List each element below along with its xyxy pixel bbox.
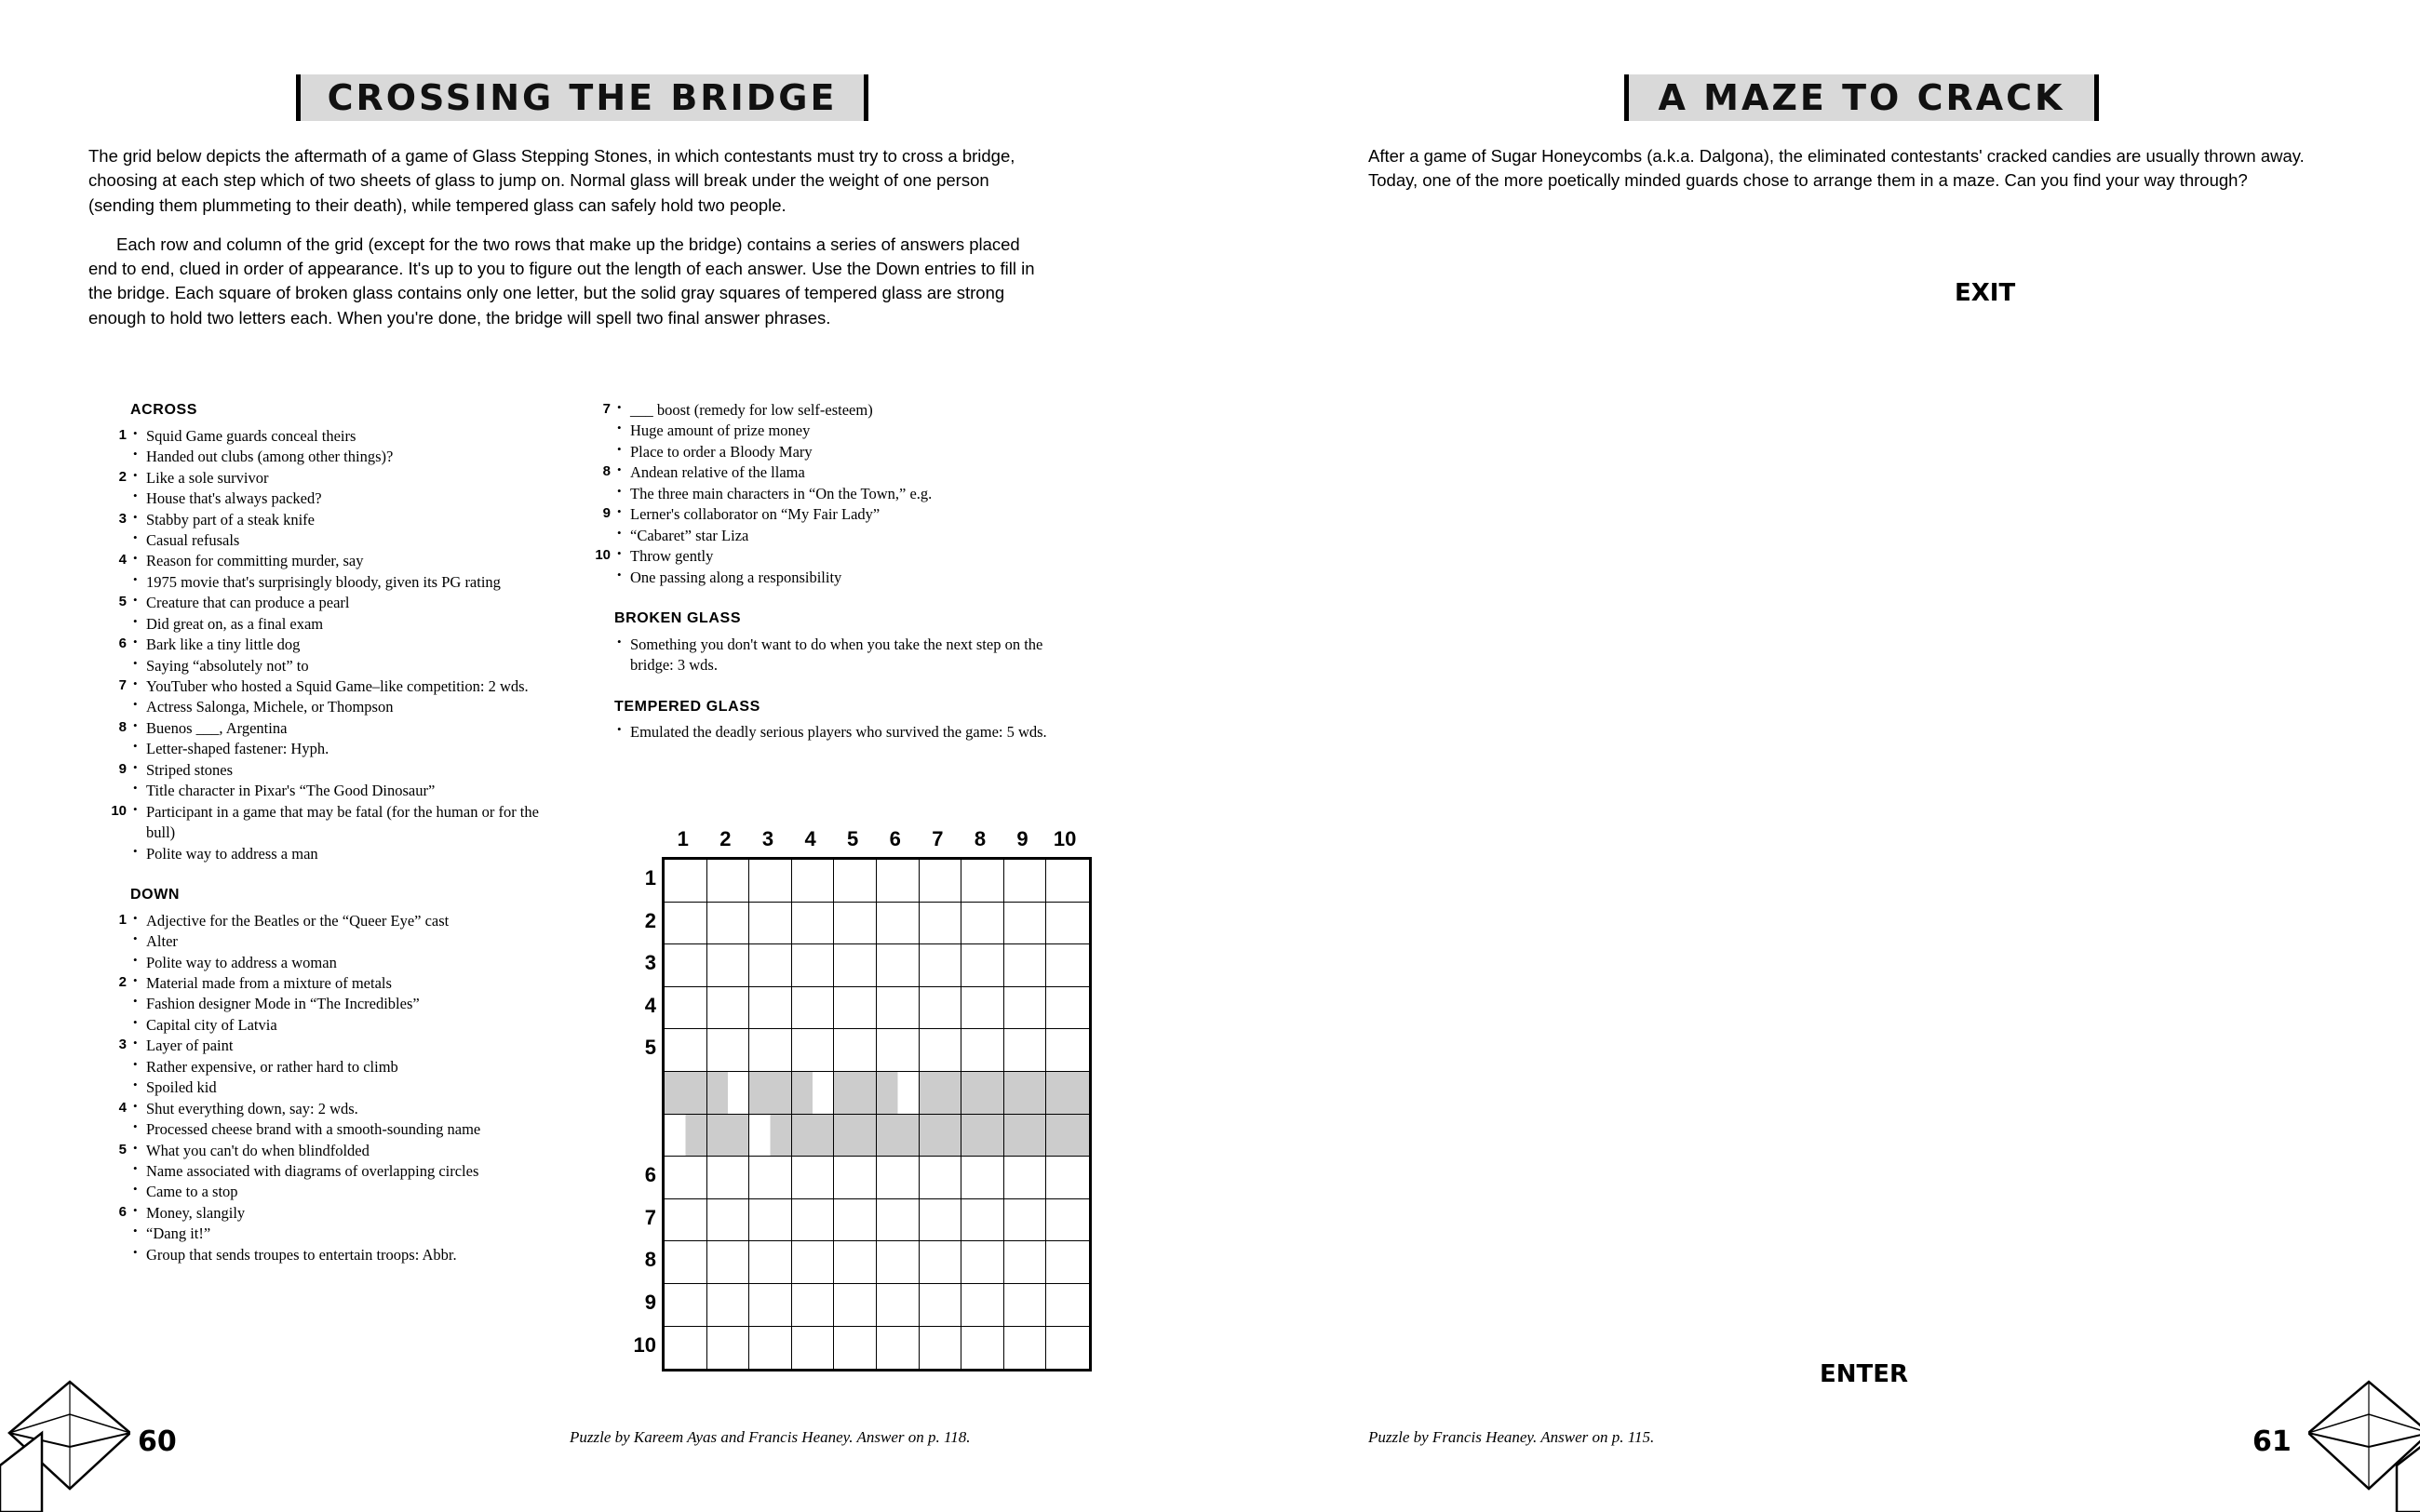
corner-origami-decoration [0,1377,130,1512]
grid-cell[interactable] [707,1115,750,1157]
grid-row-number: 7 [644,1205,656,1229]
clue-group [586,400,1052,462]
grid-row-number: 10 [633,1332,656,1357]
grid-row-number: 1 [644,866,656,890]
grid-cell[interactable] [920,987,962,1030]
clue-item: • Material made from a mixture of metals [133,973,568,994]
grid-row-number: 5 [644,1036,656,1060]
grid-cell[interactable] [665,1157,707,1199]
clue-item: • Handed out clubs (among other things)? [133,447,568,467]
clue-group [102,1203,568,1265]
clue-item: • Bark like a tiny little dog [133,635,568,655]
grid-cell[interactable] [834,1241,877,1284]
clue-group [102,760,568,802]
grid-cell[interactable] [749,860,792,903]
grid-cell[interactable] [920,1284,962,1327]
clue-item: • The three main characters in “On the Town,” e.g. [617,484,1052,504]
grid-cell[interactable] [749,987,792,1030]
clue-item: • Adjective for the Beatles or the “Queer Eye” cast [133,911,568,931]
clue-group [102,802,568,864]
grid-cell[interactable] [792,944,835,987]
clue-item: • Andean relative of the llama [617,462,1052,483]
grid-cell[interactable] [1004,1327,1047,1370]
clue-group [102,1099,568,1141]
grid-cell[interactable] [961,860,1004,903]
grid-cell[interactable] [707,1284,750,1327]
grid-cell[interactable] [1004,944,1047,987]
clue-group [586,504,1052,546]
page-title-text: CROSSING THE BRIDGE [327,77,838,118]
clue-item: • Something you don't want to do when you take the next step on the bridge: 3 wds. [617,635,1052,676]
grid-cell[interactable] [961,1327,1004,1370]
grid-cell[interactable] [749,1115,792,1157]
clue-number: 1 [118,426,127,443]
grid-cell[interactable] [1004,860,1047,903]
grid-cell[interactable] [961,1199,1004,1242]
clue-number: 7 [118,677,127,693]
clue-group [102,676,568,718]
grid-cell[interactable] [961,1029,1004,1072]
clues-column-right [586,400,1052,743]
clue-item: • Buenos ___, Argentina [133,718,568,739]
grid-cell[interactable] [920,1199,962,1242]
clue-item: • Alter [133,931,568,952]
grid-cell[interactable] [665,944,707,987]
grid-cell[interactable] [707,1199,750,1242]
grid-cell[interactable] [1046,903,1089,945]
clue-group [586,462,1052,504]
clue-item: • House that's always packed? [133,488,568,509]
clue-number: 9 [118,760,127,777]
grid-row [665,944,1089,987]
grid-row-number: 9 [644,1290,656,1314]
grid-cell[interactable] [834,860,877,903]
grid-cell[interactable] [961,903,1004,945]
clue-item: • One passing along a responsibility [617,568,1052,588]
clue-item: • “Dang it!” [133,1224,568,1244]
clue-item: • Name associated with diagrams of overlapping circles [133,1161,568,1182]
grid-cell[interactable] [665,987,707,1030]
grid-cell[interactable] [792,1199,835,1242]
clue-number: 6 [118,636,127,652]
grid-cell[interactable] [665,1072,707,1115]
grid-cell[interactable] [707,1157,750,1199]
grid-row [665,860,1089,903]
grid-cell[interactable] [877,1029,920,1072]
grid-cell[interactable] [665,1327,707,1370]
clue-number: 7 [602,401,611,417]
clue-item: • 1975 movie that's surprisingly bloody, given its PG rating [133,572,568,593]
grid-cell[interactable] [920,944,962,987]
grid-cell[interactable] [665,1284,707,1327]
page-title-text: A MAZE TO CRACK [1658,77,2065,118]
grid-cell[interactable] [834,1327,877,1370]
clue-number: 2 [118,468,127,485]
grid-cell[interactable] [877,860,920,903]
grid-cell[interactable] [1046,1327,1089,1370]
clue-item: • Reason for committing murder, say [133,551,568,571]
grid-cell[interactable] [1004,987,1047,1030]
clue-number: 2 [118,974,127,990]
grid-cell[interactable] [1046,1115,1089,1157]
grid-cell[interactable] [920,1115,962,1157]
grid-cell[interactable] [920,1327,962,1370]
intro-text-left [88,144,1047,330]
grid-cell[interactable] [749,1199,792,1242]
grid-col-number: 9 [1016,827,1028,850]
grid-row [665,1241,1089,1284]
grid-cell[interactable] [665,903,707,945]
grid-cell[interactable] [792,1029,835,1072]
grid-row [665,1199,1089,1242]
clue-number: 10 [595,547,611,564]
clue-number: 1 [118,911,127,928]
grid-row-number: 8 [644,1248,656,1272]
grid-cell[interactable] [834,987,877,1030]
grid-cell[interactable] [834,1284,877,1327]
clue-item: • Actress Salonga, Michele, or Thompson [133,697,568,717]
grid-col-number: 6 [889,827,901,850]
grid-row-number: 6 [644,1163,656,1187]
grid-cell[interactable] [665,1115,707,1157]
grid-cell[interactable] [834,944,877,987]
grid-cell[interactable] [961,1241,1004,1284]
grid-cell[interactable] [920,1029,962,1072]
clue-group [102,593,568,635]
clue-item: • Huge amount of prize money [617,421,1052,441]
clue-group [102,510,568,552]
clue-item: • Saying “absolutely not” to [133,656,568,676]
grid-row [665,1029,1089,1072]
clue-group [586,546,1052,588]
grid-cell[interactable] [961,987,1004,1030]
grid-row [665,903,1089,945]
grid-cell[interactable] [792,1157,835,1199]
clue-item: • Letter-shaped fastener: Hyph. [133,739,568,759]
grid-cell[interactable] [792,1327,835,1370]
clue-item: • Lerner's collaborator on “My Fair Lady” [617,504,1052,525]
clue-item: • Casual refusals [133,530,568,551]
clue-group [102,635,568,676]
grid-cell[interactable] [1046,1241,1089,1284]
grid-row-number: 3 [644,951,656,975]
clue-item: • Participant in a game that may be fatal (for the human or for the bull) [133,802,568,844]
clue-group [102,551,568,593]
clue-group [102,468,568,510]
clue-item: • Rather expensive, or rather hard to climb [133,1057,568,1077]
clue-number: 3 [118,1037,127,1053]
grid-cell[interactable] [877,1327,920,1370]
corner-origami-decoration [2308,1377,2420,1512]
clue-item: • Capital city of Latvia [133,1015,568,1036]
grid-column-numbers [662,827,1086,851]
clue-item: • Came to a stop [133,1182,568,1202]
grid-cell[interactable] [1046,987,1089,1030]
grid-cell[interactable] [834,1199,877,1242]
grid-cell[interactable] [749,1157,792,1199]
clue-number: 9 [602,505,611,522]
grid-cell[interactable] [834,1115,877,1157]
page-number-right: 61 [2252,1425,2292,1458]
grid-cell[interactable] [749,1029,792,1072]
crossword-grid[interactable] [662,857,1092,1372]
grid-row [665,1115,1089,1157]
grid-cell[interactable] [877,987,920,1030]
grid-row [665,1157,1089,1199]
grid-cell[interactable] [920,903,962,945]
page-number-left: 60 [138,1425,177,1458]
clue-number: 6 [118,1203,127,1220]
grid-cell[interactable] [877,1072,920,1115]
grid-cell[interactable] [961,1284,1004,1327]
grid-cell[interactable] [749,1327,792,1370]
clue-item: • Layer of paint [133,1036,568,1056]
grid-cell[interactable] [1046,860,1089,903]
grid-cell[interactable] [707,1029,750,1072]
grid-cell[interactable] [707,944,750,987]
grid-cell[interactable] [707,1072,750,1115]
grid-cell[interactable] [877,1157,920,1199]
intro-paragraph-2: Each row and column of the grid (except for the two rows that make up the bridge) contains a series of answers placed end to end, clued in order of appearance. It's up to you to figure out the length of each answer. Use the Down entries to fill in the bridge. Each square of broken glass contains only one letter, but the solid gray squares of tempered glass are strong enough to hold two letters each. When you're done, the bridge will spell two final answer phrases. [88,234,1035,328]
clue-item: • Money, slangily [133,1203,568,1224]
grid-row [665,1327,1089,1370]
grid-cell[interactable] [749,1284,792,1327]
clue-item: • Throw gently [617,546,1052,567]
clue-item: • Polite way to address a man [133,844,568,864]
grid-cell[interactable] [961,1072,1004,1115]
grid-cell[interactable] [877,903,920,945]
clue-number: 3 [118,510,127,527]
grid-col-number: 8 [974,827,987,850]
across-heading: ACROSS [130,402,198,418]
grid-cell[interactable] [834,903,877,945]
puzzle-credit-right: Puzzle by Francis Heaney. Answer on p. 115. [1368,1428,1655,1446]
grid-row-number: 2 [644,908,656,932]
clue-number: 4 [118,1099,127,1116]
clue-group [102,911,568,973]
grid-cell[interactable] [1046,1284,1089,1327]
clue-item: • Emulated the deadly serious players who survived the game: 5 wds. [617,722,1052,743]
clue-item: • Stabby part of a steak knife [133,510,568,530]
grid-cell[interactable] [1046,1029,1089,1072]
tempered-glass-clues [617,722,1052,743]
clue-item: • Shut everything down, say: 2 wds. [133,1099,568,1119]
grid-cell[interactable] [1046,1072,1089,1115]
clue-group [102,718,568,760]
maze-enter-label: ENTER [1820,1360,1909,1388]
grid-row-numbers [628,857,656,1366]
clue-number: 8 [602,463,611,480]
grid-cell[interactable] [665,860,707,903]
grid-cell[interactable] [1046,944,1089,987]
grid-col-number: 2 [719,827,732,850]
grid-cell[interactable] [834,1157,877,1199]
grid-cell[interactable] [877,1199,920,1242]
grid-cell[interactable] [1046,1199,1089,1242]
intro-paragraph: After a game of Sugar Honeycombs (a.k.a. Dalgona), the eliminated contestants' cracked candies are usually thrown away. Today, one of the more poetically minded guards chose to arrange them in a maze. Can you find your way through? [1368,146,2305,191]
broken-glass-clues [617,635,1052,676]
grid-cell[interactable] [792,903,835,945]
grid-cell[interactable] [665,1029,707,1072]
grid-cell[interactable] [749,903,792,945]
grid-cell[interactable] [920,860,962,903]
grid-cell[interactable] [961,1157,1004,1199]
intro-paragraph-1: The grid below depicts the aftermath of a game of Glass Stepping Stones, in which contestants must try to cross a bridge, choosing at each step which of two sheets of glass to jump on. Normal glass will break under the weight of one person (sending them plummeting to their death), while tempered glass can safely hold two people. [88,146,1015,215]
clue-item: • Group that sends troupes to entertain troops: Abbr. [133,1245,568,1265]
grid-cell[interactable] [1004,1284,1047,1327]
grid-cell[interactable] [834,1029,877,1072]
grid-cell[interactable] [792,1284,835,1327]
grid-cell[interactable] [749,944,792,987]
clue-item: • Spoiled kid [133,1077,568,1098]
maze-exit-label: EXIT [1955,279,2016,307]
grid-cell[interactable] [749,1241,792,1284]
grid-cell[interactable] [707,1241,750,1284]
clue-number: 5 [118,1141,127,1157]
grid-cell[interactable] [877,1284,920,1327]
grid-cell[interactable] [792,860,835,903]
grid-row [665,1284,1089,1327]
grid-col-number: 5 [847,827,859,850]
grid-cell[interactable] [877,1115,920,1157]
grid-col-number: 4 [804,827,816,850]
grid-row [665,1072,1089,1115]
tempered-glass-heading: TEMPERED GLASS [614,698,760,715]
grid-cell[interactable] [834,1072,877,1115]
down-heading: DOWN [130,886,181,903]
clue-number: 4 [118,552,127,569]
intro-text-right [1368,144,2336,194]
clue-item: • Like a sole survivor [133,468,568,488]
grid-col-number: 1 [677,827,689,850]
grid-cell[interactable] [707,1327,750,1370]
grid-row [665,987,1089,1030]
clue-item: • Processed cheese brand with a smooth-sounding name [133,1119,568,1140]
grid-cell[interactable] [1004,1029,1047,1072]
clue-item: • Squid Game guards conceal theirs [133,426,568,447]
clue-group [102,426,568,468]
clue-item: • What you can't do when blindfolded [133,1141,568,1161]
grid-col-number: 7 [932,827,944,850]
right-page [1210,0,2420,1512]
clue-group [102,1141,568,1203]
grid-row-number: 4 [644,993,656,1017]
grid-cell[interactable] [1004,1072,1047,1115]
grid-cell[interactable] [1004,1157,1047,1199]
grid-cell[interactable] [920,1241,962,1284]
grid-cell[interactable] [792,987,835,1030]
grid-cell[interactable] [707,987,750,1030]
grid-cell[interactable] [1004,1115,1047,1157]
grid-cell[interactable] [792,1241,835,1284]
grid-cell[interactable] [877,1241,920,1284]
clue-number: 8 [118,718,127,735]
page-title-crossing-the-bridge [296,74,868,121]
grid-cell[interactable] [877,944,920,987]
grid-cell[interactable] [707,903,750,945]
page-title-a-maze-to-crack [1624,74,2099,121]
clue-group [102,973,568,1036]
puzzle-credit-left: Puzzle by Kareem Ayas and Francis Heaney. Answer on p. 118. [570,1428,971,1446]
grid-cell[interactable] [749,1072,792,1115]
clue-item: • Creature that can produce a pearl [133,593,568,613]
grid-cell[interactable] [792,1115,835,1157]
clue-group [102,1036,568,1098]
clue-item: • Polite way to address a woman [133,953,568,973]
grid-cell[interactable] [707,860,750,903]
clue-item: • Title character in Pixar's “The Good Dinosaur” [133,781,568,801]
clue-item: • Place to order a Bloody Mary [617,442,1052,462]
grid-col-number: 3 [761,827,774,850]
grid-cell[interactable] [665,1199,707,1242]
clue-item: • ___ boost (remedy for low self-esteem) [617,400,1052,421]
clue-number: 10 [111,802,127,819]
grid-cell[interactable] [961,944,1004,987]
clues-column-left [102,400,568,1265]
clue-item: • YouTuber who hosted a Squid Game–like competition: 2 wds. [133,676,568,697]
grid-cell[interactable] [1004,903,1047,945]
grid-cell[interactable] [665,1241,707,1284]
clue-item: • “Cabaret” star Liza [617,526,1052,546]
clue-item: • Did great on, as a final exam [133,614,568,635]
grid-col-number: 10 [1053,827,1077,850]
grid-cell[interactable] [1004,1199,1047,1242]
clue-number: 5 [118,594,127,610]
grid-cell[interactable] [1046,1157,1089,1199]
clue-item: • Fashion designer Mode in “The Incredibles” [133,994,568,1014]
grid-cell[interactable] [1004,1241,1047,1284]
grid-cell[interactable] [961,1115,1004,1157]
clue-item: • Striped stones [133,760,568,781]
grid-cell[interactable] [920,1157,962,1199]
broken-glass-heading: BROKEN GLASS [614,609,742,626]
grid-cell[interactable] [920,1072,962,1115]
grid-cell[interactable] [792,1072,835,1115]
